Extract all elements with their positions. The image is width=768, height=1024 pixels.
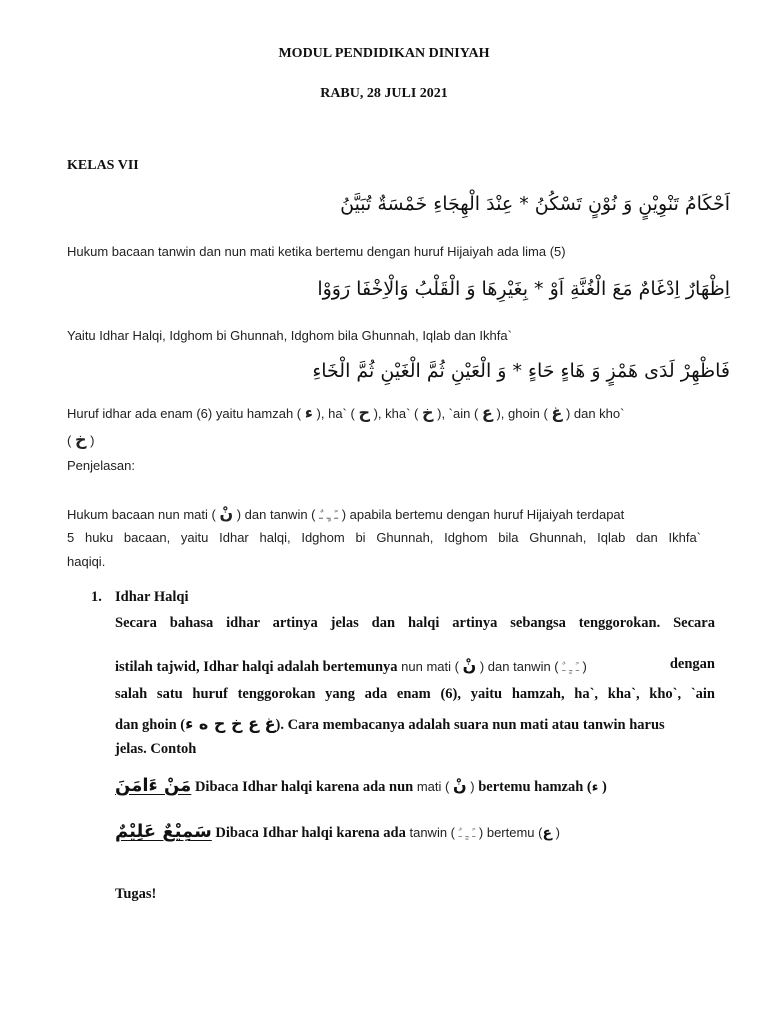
section-para-line-1: Secara bahasa idhar artinya jelas dan halqi artinya sebangsa tenggorokan. Secara [115, 615, 715, 631]
arabic-verse-3: فَاظْهِرْ لَدَى هَمْزٍ وَ هَاءٍ حَاءٍ * وَ الْعَيْنِ ثُمَّ الْغَيْنِ ثُمَّ الْخَاءِ [312, 360, 730, 382]
explanation-line-1: Hukum bacaan nun mati ( نْ ) dan tanwin ( ـً ـٍ ـٌ ) apabila bertemu dengan huruf Hijaiyah terdapat [67, 504, 625, 523]
ain-glyph: ع [542, 825, 553, 841]
explanation-label: Penjelasan: [67, 458, 135, 473]
document-date: RABU, 28 JULI 2021 [320, 86, 448, 101]
kho-glyph: خ [74, 430, 87, 449]
ghoin-glyph: غ [551, 403, 563, 422]
section-para-line-4: dan ghoin (غ ع خ ح ه ء). Cara membacanya adalah suara nun mati atau tanwin harus [115, 714, 665, 733]
section-number: 1. [91, 589, 102, 605]
verse-1-translation: Hukum bacaan tanwin dan nun mati ketika bertemu dengan huruf Hijaiyah ada lima (5) [67, 244, 566, 259]
section-heading: Idhar Halqi [115, 589, 189, 605]
task-label: Tugas! [115, 886, 157, 902]
tanwin-glyph: ـً ـٍ ـٌ [319, 509, 339, 522]
idhar-letters-line-1: Huruf idhar ada enam (6) yaitu hamzah ( ء ), ha` ( ح ), kha` ( خ ), `ain ( ع ), ghoin ( غ ) dan kho` [67, 403, 625, 422]
hamzah-glyph: ء [304, 403, 313, 422]
example-2-arabic: سَمِيْعٌ عَلِيْمٌ [115, 821, 212, 842]
tanwin-glyph: ـً ـٍ ـٌ [458, 827, 476, 840]
arabic-verse-1: اَحْكَامُ تَنْوِيْنٍ وَ نُوْنٍ تَسْكُنُ * عِنْدَ الْهِجَاءِ خَمْسَةٌ تُبَيَّنُ [340, 193, 730, 215]
throat-letters-glyphs: غ ع خ ح ه ء [185, 714, 276, 733]
explanation-line-2: 5 huku bacaan, yaitu Idhar halqi, Idghom bi Ghunnah, Idghom bila Ghunnah, Iqlab dan Ikhfa` [67, 530, 701, 545]
document-title: MODUL PENDIDIKAN DINIYAH [278, 46, 490, 61]
arabic-verse-2: اِظْهَارٌ اِدْغَامٌ مَعَ الْغُنَّةِ اَوْ * بِغَيْرِهَا وَ الْقَلْبُ وَالْاِخْفَا رَوَوْا [317, 278, 730, 300]
section-para-line-2: istilah tajwid, Idhar halqi adalah bertemunya nun mati ( نْ ) dan tanwin ( ـً ـٍ ـٌ ) dengan [115, 656, 715, 675]
tanwin-glyph: ـً ـٍ ـٌ [562, 661, 579, 674]
idhar-letters-line-2: ( خ ) [67, 430, 95, 449]
example-1: مَنْ ءَامَنَ Dibaca Idhar halqi karena ada nun mati ( نْ ) bertemu hamzah (ء ) [115, 775, 607, 796]
example-1-arabic: مَنْ ءَامَنَ [115, 775, 192, 796]
verse-2-translation: Yaitu Idhar Halqi, Idghom bi Ghunnah, Idghom bila Ghunnah, Iqlab dan Ikhfa` [67, 328, 512, 343]
section-para-line-3: salah satu huruf tenggorokan yang ada enam (6), yaitu hamzah, ha`, kha`, kho`, `ain [115, 686, 715, 702]
class-label: KELAS VII [67, 158, 139, 173]
nun-mati-glyph: نْ [452, 776, 467, 795]
section-para-line-5: jelas. Contoh [115, 741, 197, 757]
nun-mati-glyph: نْ [462, 656, 477, 675]
ain-glyph: ع [481, 403, 493, 422]
kha-glyph: خ [421, 403, 434, 422]
ha-glyph: ح [358, 403, 370, 422]
nun-mati-glyph: نْ [219, 504, 234, 523]
example-2: سَمِيْعٌ عَلِيْمٌ Dibaca Idhar halqi karena ada tanwin ( ـً ـٍ ـٌ ) bertemu (ع ) [115, 821, 561, 842]
hamzah-glyph: ء [591, 780, 599, 795]
explanation-line-3: haqiqi. [67, 554, 106, 569]
